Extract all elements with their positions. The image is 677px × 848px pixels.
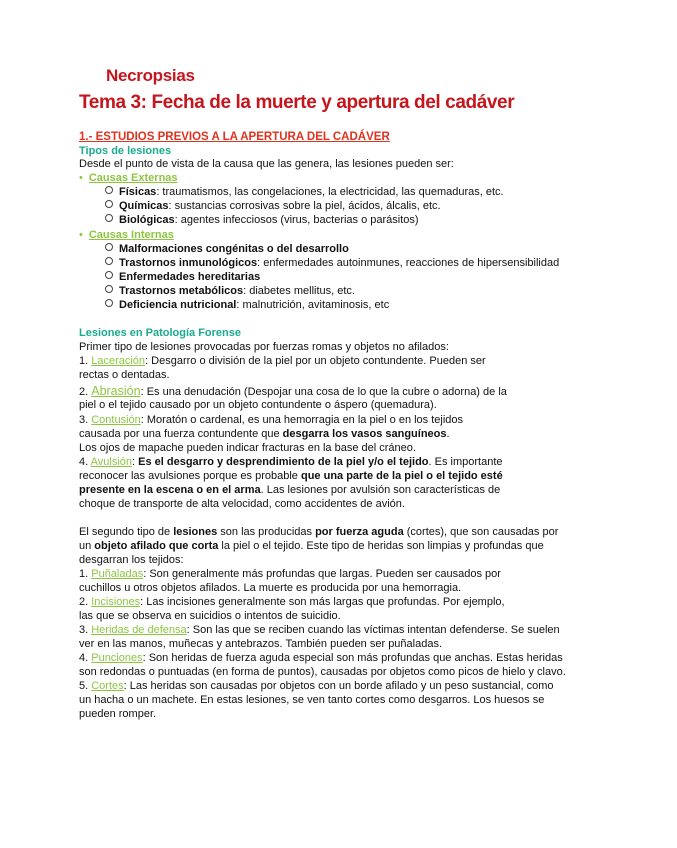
paragraph-line: Los ojos de mapache pueden indicar fracturas en la base del cráneo.	[79, 442, 416, 454]
list-item: Enfermedades hereditarias	[105, 271, 260, 283]
paragraph-line: desgarran los tejidos:	[79, 554, 184, 566]
list-item: Deficiencia nutricional: malnutrición, avitaminosis, etc	[105, 299, 389, 311]
list-item: Trastornos metabólicos: diabetes mellitus, etc.	[105, 285, 355, 297]
paragraph-line: son redondas o puntuadas (en forma de puntos), causadas por objetos como picos de hielo y clavo.	[79, 666, 566, 678]
bullet-icon: •	[79, 172, 83, 184]
circle-bullet-icon	[105, 200, 113, 208]
paragraph-line: reconocer las avulsiones porque es probable que una parte de la piel o el tejido esté	[79, 470, 503, 482]
list-item: Trastornos inmunológicos: enfermedades autoinmunes, reacciones de hipersensibilidad	[105, 257, 559, 269]
paragraph-line: 1. Laceración: Desgarro o división de la piel por un objeto contundente. Pueden ser	[79, 355, 486, 367]
paragraph-line: ver en las manos, muñecas y antebrazos. También pueden ser puñaladas.	[79, 638, 443, 650]
paragraph-line: 2. Abrasión: Es una denudación (Despojar una cosa de lo que la cubre o adorna) de la	[79, 384, 507, 398]
paragraph-line: choque de transporte de alta velocidad, como accidentes de avión.	[79, 498, 405, 510]
paragraph-line: un objeto afilado que corta la piel o el tejido. Este tipo de heridas son limpias y profundas que	[79, 540, 544, 552]
paragraph-line: un hacha o un machete. En estas lesiones, se ven tanto cortes como desgarros. Los huesos se	[79, 694, 545, 706]
paragraph-line: El segundo tipo de lesiones son las producidas por fuerza aguda (cortes), que son causadas por	[79, 526, 559, 538]
paragraph-line: 5. Cortes: Las heridas son causadas por objetos con un borde afilado y un peso sustancial, como	[79, 680, 554, 692]
section-heading: 1.- ESTUDIOS PREVIOS A LA APERTURA DEL CADÁVER	[79, 131, 390, 143]
circle-bullet-icon	[105, 271, 113, 279]
circle-bullet-icon	[105, 285, 113, 293]
paragraph-line: piel o el tejido causado por un objeto contundente o áspero (quemadura).	[79, 399, 437, 411]
paragraph-line: 4. Punciones: Son heridas de fuerza aguda especial son más profundas que anchas. Estas heridas	[79, 652, 563, 664]
circle-bullet-icon	[105, 214, 113, 222]
circle-bullet-icon	[105, 299, 113, 307]
tipos-intro: Desde el punto de vista de la causa que las genera, las lesiones pueden ser:	[79, 158, 454, 170]
bullet-causas-internas: • Causas Internas	[79, 229, 174, 241]
bullet-causas-externas: • Causas Externas	[79, 172, 178, 184]
list-item: Biológicas: agentes infecciosos (virus, bacterias o parásitos)	[105, 214, 419, 226]
list-item: Químicas: sustancias corrosivas sobre la piel, ácidos, álcalis, etc.	[105, 200, 441, 212]
paragraph-line: 3. Heridas de defensa: Son las que se reciben cuando las víctimas intentan defenderse. Se suelen	[79, 624, 560, 636]
circle-bullet-icon	[105, 257, 113, 265]
paragraph-line: 2. Incisiones: Las incisiones generalmente son más largas que profundas. Por ejemplo,	[79, 596, 505, 608]
paragraph-line: 3. Contusión: Moratón o cardenal, es una hemorragia en la piel o en los tejidos	[79, 414, 464, 426]
list-item: Malformaciones congénitas o del desarrollo	[105, 243, 349, 255]
circle-bullet-icon	[105, 186, 113, 194]
paragraph-line: las que se observa en suicidios o intentos de suicidio.	[79, 610, 341, 622]
list-item: Físicas: traumatismos, las congelaciones, la electricidad, las quemaduras, etc.	[105, 186, 504, 198]
document-title: Necropsias	[106, 66, 195, 85]
subheading-forense: Lesiones en Patología Forense	[79, 327, 241, 339]
circle-bullet-icon	[105, 243, 113, 251]
paragraph-line: presente en la escena o en el arma. Las lesiones por avulsión son características de	[79, 484, 501, 496]
paragraph-line: rectas o dentadas.	[79, 369, 170, 381]
paragraph-line: cuchillos u otros objetos afilados. La muerte es producida por una hemorragia.	[79, 582, 462, 594]
paragraph-line: pueden romper.	[79, 708, 157, 720]
forense-intro: Primer tipo de lesiones provocadas por fuerzas romas y objetos no afilados:	[79, 341, 449, 353]
bullet-icon: •	[79, 229, 83, 241]
subheading-tipos: Tipos de lesiones	[79, 145, 172, 157]
document-subtitle: Tema 3: Fecha de la muerte y apertura del cadáver	[79, 92, 515, 113]
paragraph-line: 1. Puñaladas: Son generalmente más profundas que largas. Pueden ser causados por	[79, 568, 501, 580]
paragraph-line: 4. Avulsión: Es el desgarro y desprendimiento de la piel y/o el tejido. Es importante	[79, 456, 503, 468]
paragraph-line: causada por una fuerza contundente que desgarra los vasos sanguíneos.	[79, 428, 450, 440]
